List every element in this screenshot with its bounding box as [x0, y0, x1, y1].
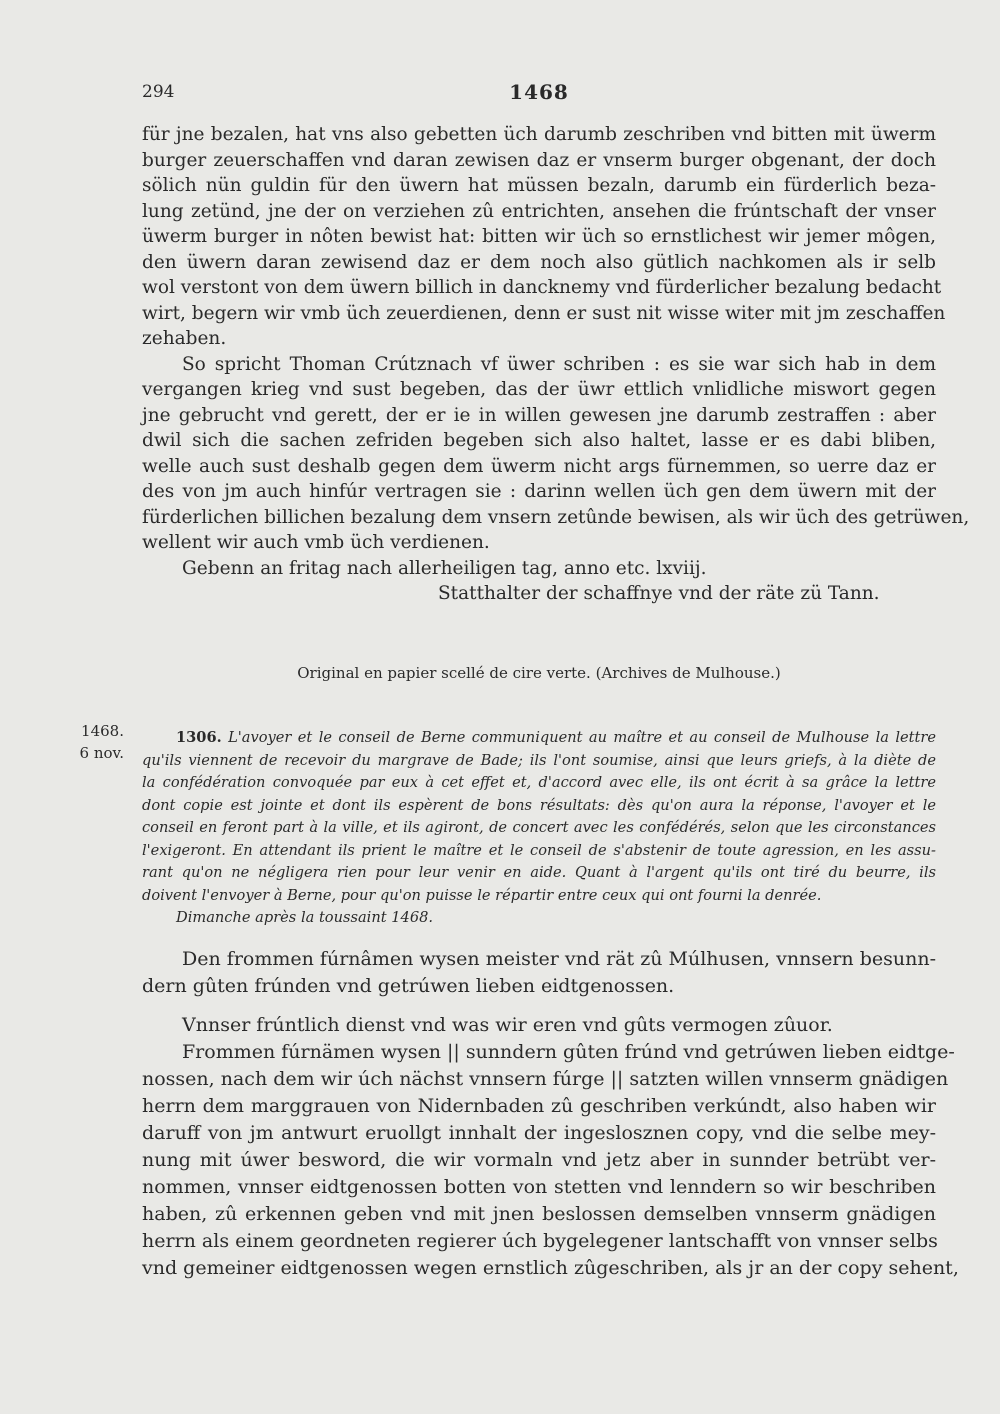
- text-line: lung zetünd, jne der on verziehen zû entrichten, ansehen die frúntschaft der vnser: [142, 200, 936, 222]
- text-line: dwil sich die sachen zefriden begeben sich also haltet, lasse er es dabi bliben,: [142, 430, 936, 451]
- text-line: Frommen fúrnämen wysen || sunndern gûten frúnd vnd getrúwen lieben eidtge-: [182, 1041, 955, 1063]
- text-line: zehaben.: [142, 328, 227, 349]
- letter-paragraph-2: [142, 352, 970, 556]
- text-line: welle auch sust deshalb gegen dem üwerm nicht args fürnemmen, so uerre daz er: [142, 455, 936, 477]
- summary-line: doivent l'envoyer à Berne, pour qu'on puisse le répartir entre ceux qui ont fourni la denrée.: [142, 886, 822, 904]
- summary-line: 1306. L'avoyer et le conseil de Berne communiquent au maître et au conseil de Mulhouse la lettre: [176, 729, 937, 746]
- summary-line: conseil en feront part à la ville, et ils agiront, de concert avec les confédérés, selon que les circonstances: [142, 819, 936, 836]
- text-line: dern gûten frúnden vnd getrúwen lieben eidtgenossen.: [142, 975, 675, 997]
- letter-address: [142, 946, 936, 1000]
- summary-line: l'exigeront. En attendant ils prient le maître et le conseil de s'abstenir de toute agression, en les assu-: [142, 841, 936, 859]
- summary-date: Dimanche après la toussaint 1468.: [176, 909, 434, 926]
- page-header: [142, 82, 936, 112]
- letter-signature: Statthalter der schaffnye vnd der räte zü Tann.: [438, 583, 880, 604]
- text-line: nommen, vnnser eidtgenossen botten von stetten vnd lenndern so wir beschriben: [142, 1176, 936, 1198]
- text-line: herrn dem marggrauen von Nidernbaden zû geschriben verkúndt, also haben wir: [142, 1095, 936, 1117]
- margin-date: [64, 720, 124, 764]
- source-note: Original en papier scellé de cire verte. (Archives de Mulhouse.): [297, 664, 781, 682]
- letter-continuation: [142, 122, 970, 607]
- text-line: für jne bezalen, hat vns also gebetten üch darumb zeschriben vnd bitten mit üwerm: [142, 124, 936, 145]
- text-line: den üwern daran zewisend daz er dem noch also gütlich nachkomen als ir selb: [142, 251, 936, 273]
- text-line: herrn als einem geordneten regierer úch bygelegener lantschafft von vnnser selbs: [142, 1230, 938, 1252]
- page-number: 294: [142, 82, 175, 102]
- letter-two: [142, 946, 959, 1282]
- text-line: vergangen krieg vnd sust begeben, das der üwr ettlich vnlidliche miswort gegen: [142, 379, 936, 400]
- letter-paragraph-1: [142, 122, 946, 352]
- summary-line: rant qu'on ne négligera rien pour leur venir en aide. Quant à l'argent qu'ils ont tiré du beurre, ils: [142, 864, 936, 881]
- letter-body: [142, 1039, 959, 1282]
- text-line: üwerm burger in nôten bewist hat: bitten wir üch so ernstlichest wir jemer môgen,: [142, 226, 936, 247]
- text-line: wol verstont von dem üwern billich in dancknemy vnd fürderlicher bezalung bedacht: [142, 277, 942, 298]
- letter-greeting: Vnnser frúntlich dienst vnd was wir eren vnd gûts vermogen zûuor.: [182, 1014, 833, 1036]
- text-line: Den frommen fúrnâmen wysen meister vnd rät zû Múlhusen, vnnsern besunn-: [182, 948, 936, 970]
- entry-summary: [142, 727, 936, 930]
- summary-line: qu'ils viennent de recevoir du margrave de Bade; ils l'ont soumise, ainsi que leurs griefs, à la diète de: [142, 751, 936, 769]
- text-line: wirt, begern wir vmb üch zeuerdienen, denn er sust nit wisse witer mit jm zeschaffen: [142, 302, 946, 324]
- text-line: burger zeuerschaffen vnd daran zewisen daz er vnserm burger obgenant, der doch: [142, 149, 936, 171]
- summary-line: la confédération convoquée par eux à cet effet et, d'accord avec elle, ils ont écrit à sa grâce la lettre: [142, 774, 936, 791]
- text-line: wellent wir auch vmb üch verdienen.: [142, 532, 490, 553]
- text-line: sölich nün guldin für den üwern hat müssen bezaln, darumb ein fürderlich beza-: [142, 175, 936, 196]
- margin-year: 1468.: [81, 722, 124, 740]
- text-line: nossen, nach dem wir úch nächst vnnsern fúrge || satzten willen vnnserm gnädigen: [142, 1068, 949, 1090]
- summary-line: dont copie est jointe et dont ils espèrent de bons résultats: dès qu'on aura la réponse, l'avoyer et le: [142, 796, 936, 814]
- text-line: vnd gemeiner eidtgenossen wegen ernstlich zûgeschriben, als jr an der copy sehent,: [142, 1257, 959, 1279]
- text-line: fürderlichen billichen bezalung dem vnsern zetûnde bewisen, als wir üch des getrüwen,: [142, 506, 970, 528]
- text-line: So spricht Thoman Crútznach vf üwer schriben : es sie war sich hab in dem: [182, 353, 936, 375]
- margin-day: 6 nov.: [79, 744, 124, 762]
- text-line: nung mit úwer besword, die wir vormaln vnd jetz aber in sunnder betrübt ver-: [142, 1149, 936, 1171]
- text-line: des von jm auch hinfúr vertragen sie : darinn wellen üch gen dem üwern mit der: [142, 481, 936, 502]
- text-line: jne gebrucht vnd gerett, der er ie in willen gewesen jne darumb zestraffen : aber: [142, 404, 936, 426]
- text-line: haben, zû erkennen geben vnd mit jnen beslossen demselben vnnserm gnädigen: [142, 1203, 936, 1225]
- text-line: daruff von jm antwurt eruollgt innhalt der ingeslosznen copy, vnd die selbe mey-: [142, 1122, 936, 1144]
- letter-date-line: Gebenn an fritag nach allerheiligen tag, anno etc. lxviij.: [182, 557, 707, 579]
- entry-number: 1306.: [176, 729, 222, 746]
- running-head-year: 1468: [509, 80, 569, 104]
